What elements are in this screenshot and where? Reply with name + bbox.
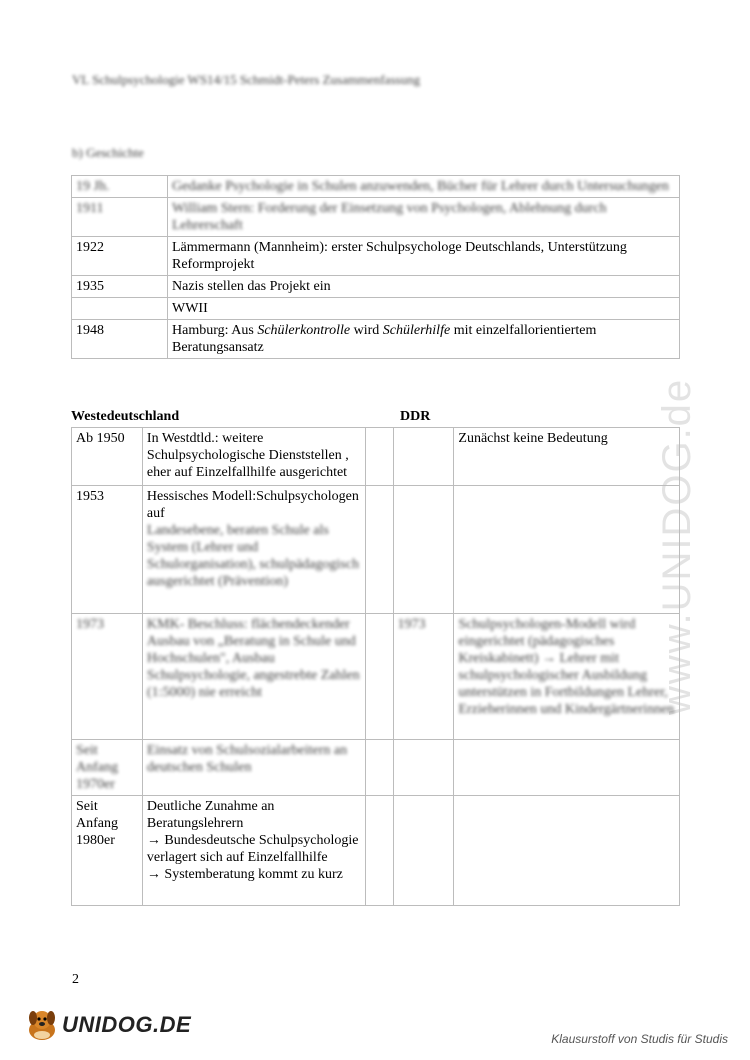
year-cell: Seit Anfang 1980er — [72, 796, 143, 906]
spacer-cell — [365, 614, 393, 740]
east-cell — [454, 486, 680, 614]
east-year-cell — [393, 796, 454, 906]
event-text: mit einzelfallorientiertem Beratungsansatz — [172, 323, 597, 355]
west-text: Deutliche Zunahme an Beratungslehrern — [146, 799, 275, 831]
event-cell: Lämmermann (Mannheim): erster Schulpsychologe Deutschlands, Unterstützung Reformprojekt — [168, 237, 680, 276]
table-row — [72, 237, 680, 276]
west-text: Hessisches Modell:Schulpsychologen auf — [146, 489, 359, 521]
west-text: → Systemberatung kommt zu kurz — [146, 867, 343, 882]
event-text: wird — [350, 323, 383, 338]
year-cell: 19 Jh. — [72, 176, 168, 198]
west-cell: KMK- Beschluss: flächendeckender Ausbau von „Beratung in Schule und Hochschulen", Ausbau Schulpsychologie, angestrebte Zahlen (1:5000) nie erreicht — [142, 614, 365, 740]
table-row — [72, 486, 680, 614]
year-cell: Ab 1950 — [72, 428, 143, 486]
event-cell: Nazis stellen das Projekt ein — [168, 276, 680, 298]
footer-tagline: Klausurstoff von Studis für Studis — [551, 1032, 728, 1046]
comparison-table — [71, 427, 680, 906]
table-row — [72, 176, 680, 198]
dog-icon — [24, 1008, 60, 1042]
east-year-cell — [393, 740, 454, 796]
page-header: VL Schulpsychologie WS14/15 Schmidt-Peters Zusammenfassung — [72, 72, 421, 87]
east-cell — [454, 796, 680, 906]
east-cell — [454, 740, 680, 796]
table-row — [72, 320, 680, 359]
year-cell: 1911 — [72, 198, 168, 237]
west-cell — [142, 796, 365, 906]
emphasis-text: Schülerkontrolle — [257, 323, 351, 338]
west-text: → Bundesdeutsche Schulpsychologie verlagert sich auf Einzelfallhilfe — [146, 833, 359, 865]
year-cell: 1948 — [72, 320, 168, 359]
year-cell — [72, 298, 168, 320]
table-row — [72, 740, 680, 796]
unidog-logo[interactable] — [24, 1008, 191, 1042]
watermark: www.UNIDOG.de — [655, 377, 699, 715]
west-text-blurred: Landesebene, beraten Schule als System (Lehrer und Schulorganisation), schulpädagogisch ausgerichtet (Prävention) — [146, 523, 359, 589]
year-cell: 1953 — [72, 486, 143, 614]
history-table — [71, 175, 680, 359]
event-cell: Gedanke Psychologie in Schulen anzuwenden, Bücher für Lehrer durch Untersuchungen — [168, 176, 680, 198]
spacer-cell — [365, 796, 393, 906]
year-cell: 1922 — [72, 237, 168, 276]
year-cell: 1973 — [72, 614, 143, 740]
section-title: b) Geschichte — [72, 145, 144, 160]
east-cell: Schulpsychologen-Modell wird eingerichtet (pädagogisches Kreiskabinett) → Lehrer mit schulpsychologischer Ausbildung unterstützen in Fortbildungen Lehrer, Erzieherinnen und Kindergärtnerinnen — [454, 614, 680, 740]
table-row — [72, 428, 680, 486]
east-year-cell — [393, 486, 454, 614]
event-cell — [168, 320, 680, 359]
west-cell: Einsatz von Schulsozialarbeitern an deutschen Schulen — [142, 740, 365, 796]
table-row — [72, 796, 680, 906]
west-heading: Westedeutschland — [71, 409, 180, 424]
logo-text: UNIDOG.DE — [62, 1012, 192, 1037]
spacer-cell — [365, 740, 393, 796]
year-cell: 1935 — [72, 276, 168, 298]
table-row — [72, 614, 680, 740]
east-year-cell: 1973 — [393, 614, 454, 740]
west-cell — [142, 486, 365, 614]
event-text: Hamburg: Aus — [172, 323, 258, 338]
emphasis-text: Schülerhilfe — [382, 323, 451, 338]
spacer-cell — [365, 486, 393, 614]
event-cell: WWII — [168, 298, 680, 320]
east-cell: Zunächst keine Bedeutung — [454, 428, 680, 486]
east-heading: DDR — [400, 409, 431, 424]
event-cell: William Stern: Forderung der Einsetzung von Psychologen, Ablehnung durch Lehrerschaft — [168, 198, 680, 237]
year-cell: Seit Anfang 1970er — [72, 740, 143, 796]
table-row — [72, 298, 680, 320]
east-year-cell — [393, 428, 454, 486]
page-number: 2 — [72, 972, 79, 987]
table-row — [72, 276, 680, 298]
table-row — [72, 198, 680, 237]
west-cell: In Westdtld.: weitere Schulpsychologische Dienststellen , eher auf Einzelfallhilfe ausgerichtet — [142, 428, 365, 486]
spacer-cell — [365, 428, 393, 486]
